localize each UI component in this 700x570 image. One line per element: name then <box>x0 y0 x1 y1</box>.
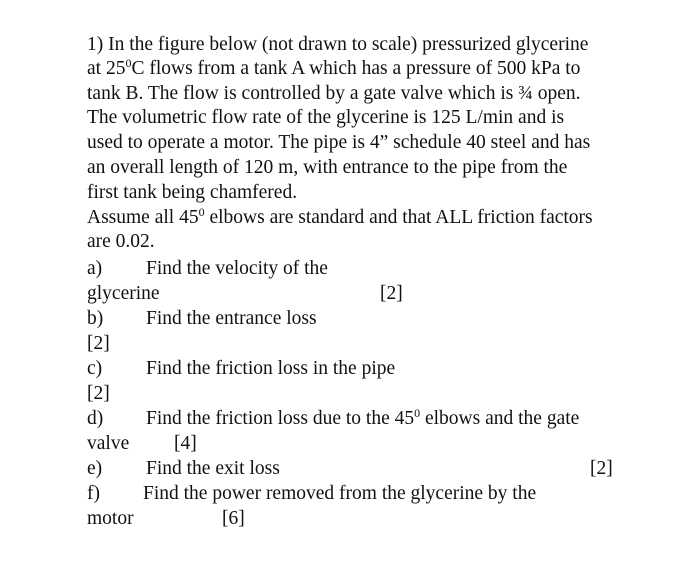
part-c-letter: c) <box>87 358 103 379</box>
part-d-text-post: elbows and the gate <box>420 408 580 429</box>
part-a-marks: [2] <box>380 283 403 304</box>
degree-superscript: 0 <box>198 205 205 219</box>
assumption-line-2: are 0.02. <box>87 231 155 252</box>
degree-superscript: 0 <box>125 56 132 70</box>
part-f-letter: f) <box>87 483 100 504</box>
intro-line-3: tank B. The flow is controlled by a gate valve which is ¾ open. <box>87 83 581 104</box>
part-d-letter: d) <box>87 408 104 429</box>
part-f-marks: [6] <box>222 508 245 529</box>
part-d-continuation: valve <box>87 433 130 454</box>
part-c-marks: [2] <box>87 383 110 404</box>
intro-line-2-post: C flows from a tank A which has a pressure of 500 kPa to <box>131 58 581 79</box>
part-b-marks: [2] <box>87 333 110 354</box>
part-d-text <box>146 407 579 431</box>
part-a-text: Find the velocity of the <box>146 258 328 279</box>
assumption-pre: Assume all 45 <box>87 207 199 228</box>
part-b-text: Find the entrance loss <box>146 308 317 329</box>
part-d-marks: [4] <box>174 433 197 454</box>
intro-line-1: 1) In the figure below (not drawn to scale) pressurized glycerine <box>87 34 589 55</box>
part-e-text: Find the exit loss <box>146 458 280 479</box>
intro-line-5: used to operate a motor. The pipe is 4” schedule 40 steel and has <box>87 132 591 153</box>
assumption-line-1 <box>87 206 593 230</box>
intro-line-4: The volumetric flow rate of the glycerine is 125 L/min and is <box>87 107 565 128</box>
part-e-marks: [2] <box>590 458 613 479</box>
part-a-letter: a) <box>87 258 103 279</box>
assumption-post: elbows are standard and that ALL friction factors <box>204 207 593 228</box>
part-e-letter: e) <box>87 458 103 479</box>
part-d-text-pre: Find the friction loss due to the 45 <box>146 408 415 429</box>
intro-line-2 <box>87 57 580 81</box>
degree-superscript: 0 <box>414 406 421 420</box>
intro-line-2-pre: at 25 <box>87 58 126 79</box>
part-f-text: Find the power removed from the glycerine by the <box>143 483 537 504</box>
part-a-continuation: glycerine <box>87 283 160 304</box>
intro-line-7: first tank being chamfered. <box>87 182 298 203</box>
part-b-letter: b) <box>87 308 104 329</box>
intro-line-6: an overall length of 120 m, with entrance to the pipe from the <box>87 157 568 178</box>
part-f-continuation: motor <box>87 508 134 529</box>
part-c-text: Find the friction loss in the pipe <box>146 358 396 379</box>
